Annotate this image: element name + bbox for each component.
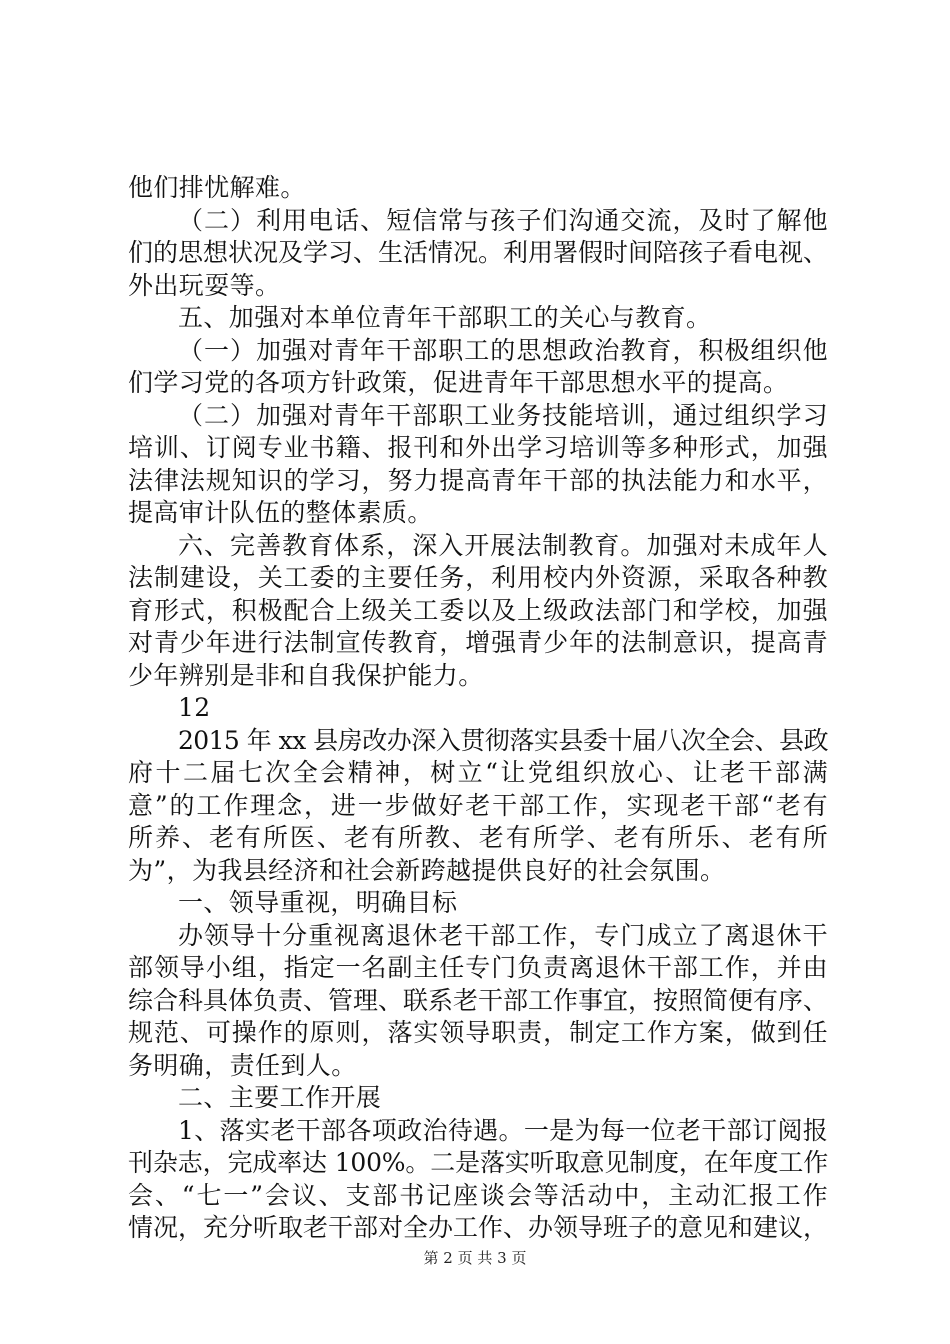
text-line: 对青少年进行法制宣传教育，增强青少年的法制意识，提高青 (128, 628, 828, 657)
text-line: 提高审计队伍的整体素质。 (128, 498, 433, 527)
text-line: （二）利用电话、短信常与孩子们沟通交流，及时了解他 (178, 205, 828, 235)
text-line: 法制建设，关工委的主要任务，利用校内外资源，采取各种教 (128, 563, 828, 592)
text-line: 为”，为我县经济和社会新跨越提供良好的社会氛围。 (128, 855, 726, 885)
text-line: 会、“七一”会议、支部书记座谈会等活动中，主动汇报工作 (128, 1180, 828, 1210)
text-line: 法律法规知识的学习，努力提高青年干部的执法能力和水平， (128, 465, 828, 495)
text-line: 们的思想状况及学习、生活情况。利用署假时间陪孩子看电视、 (128, 238, 829, 267)
text-line: 五、加强对本单位青年干部职工的关心与教育。 (178, 303, 712, 332)
text-line: 们学习党的各项方针政策，促进青年干部思想水平的提高。 (128, 368, 789, 397)
text-line: 刊杂志，完成率达 100%。二是落实听取意见制度，在年度工作 (128, 1148, 828, 1177)
text-line: 12 (178, 693, 211, 722)
text-line: 综合科具体负责、管理、联系老干部工作事宜，按照简便有序、 (128, 985, 829, 1015)
text-line: 办领导十分重视离退休老干部工作，专门成立了离退休干 (178, 920, 828, 950)
text-line: 二、主要工作开展 (178, 1083, 382, 1112)
text-line: 2015 年 xx 县房改办深入贯彻落实县委十届八次全会、县政 (178, 725, 828, 755)
text-line: 育形式，积极配合上级关工委以及上级政法部门和学校，加强 (128, 595, 828, 625)
text-line: 情况，充分听取老干部对全办工作、办领导班子的意见和建议， (128, 1213, 829, 1242)
document-body (128, 172, 828, 1245)
text-line: 六、完善教育体系，深入开展法制教育。加强对未成年人 (178, 530, 828, 560)
text-line: 他们排忧解难。 (128, 173, 306, 202)
text-line: 府十二届七次全会精神，树立“让党组织放心、让老干部满 (128, 758, 828, 787)
text-line: 少年辨别是非和自我保护能力。 (128, 660, 484, 690)
text-line: 所养、老有所医、老有所教、老有所学、老有所乐、老有所 (128, 823, 828, 852)
text-line: 意”的工作理念，进一步做好老干部工作，实现老干部“老有 (128, 790, 828, 820)
text-line: 外出玩耍等。 (128, 270, 281, 300)
text-line: 1、落实老干部各项政治待遇。一是为每一位老干部订阅报 (178, 1115, 828, 1145)
page-footer: 第 2 页 共 3 页 (423, 1249, 527, 1267)
text-line: 务明确，责任到人。 (128, 1050, 357, 1080)
text-line: 部领导小组，指定一名副主任专门负责离退休干部工作，并由 (128, 953, 828, 982)
text-line: （一）加强对青年干部职工的思想政治教育，积极组织他 (178, 335, 828, 365)
text-line: 规范、可操作的原则，落实领导职责，制定工作方案，做到任 (128, 1018, 828, 1047)
text-line: 培训、订阅专业书籍、报刊和外出学习培训等多种形式，加强 (128, 433, 828, 462)
text-line: 一、领导重视，明确目标 (178, 888, 458, 917)
text-line: （二）加强对青年干部职工业务技能培训，通过组织学习 (178, 400, 828, 430)
